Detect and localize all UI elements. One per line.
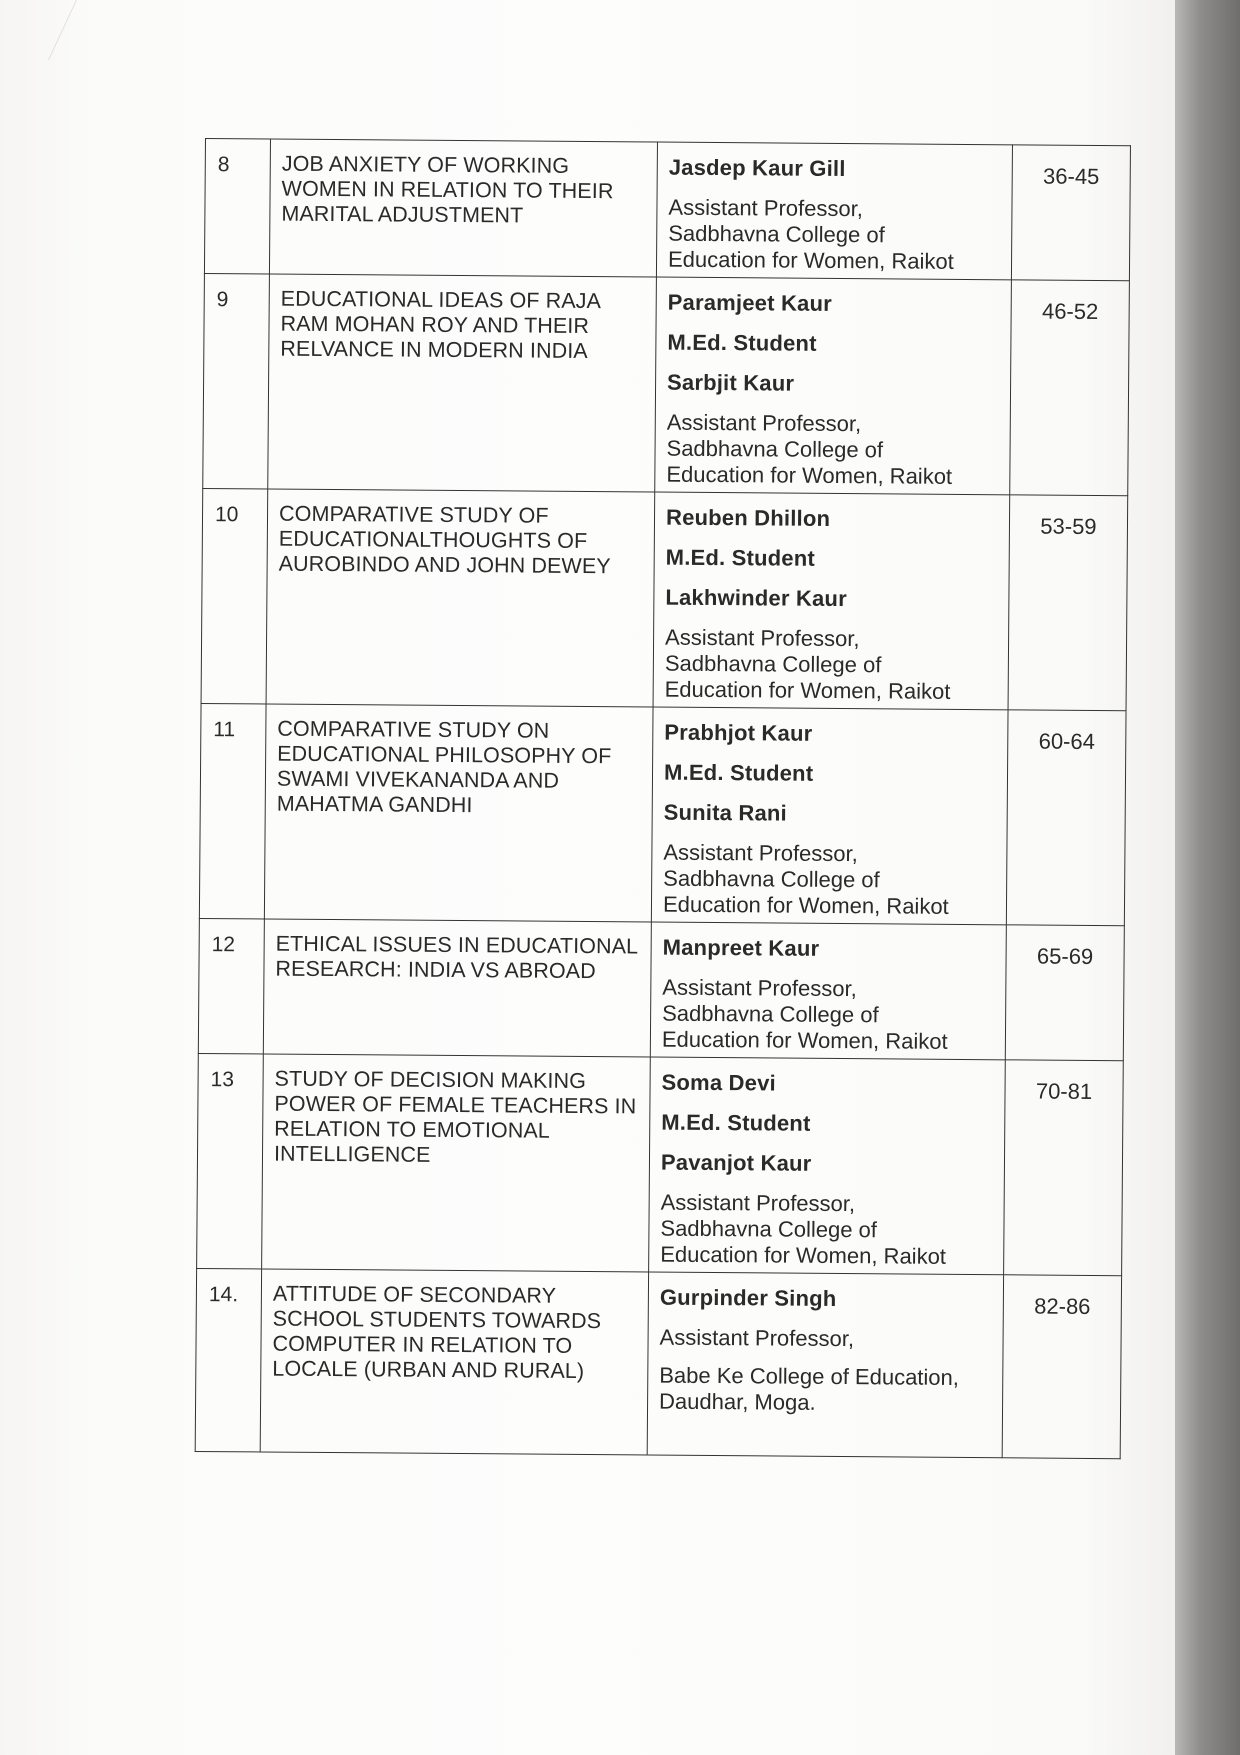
table-row (204, 139, 1130, 281)
page-range: 53-59 (1040, 513, 1097, 540)
author-cell (652, 708, 1008, 925)
author-affiliation: Assistant Professor, Sadbhavna College of Education for Women, Raikot (666, 409, 953, 489)
paper-title: ATTITUDE OF SECONDARY SCHOOL STUDENTS TOWARDS COMPUTER IN RELATION TO LOCALE (URBAN AND RURAL) (272, 1281, 602, 1384)
author-cell (651, 923, 1006, 1060)
page-range: 70-81 (1035, 1078, 1093, 1104)
contents-table (195, 138, 1131, 1459)
author-name: Sarbjit Kaur (666, 369, 795, 396)
paper-title: EDUCATIONAL IDEAS OF RAJA RAM MOHAN ROY AND THEIR RELVANCE IN MODERN INDIA (280, 286, 600, 364)
page-range: 46-52 (1041, 298, 1099, 325)
author-cell (649, 1058, 1005, 1275)
author-affiliation: Assistant Professor, Sadbhavna College of Education for Women, Raikot (660, 1189, 947, 1269)
serial-number: 12 (211, 933, 236, 957)
table-row (201, 488, 1128, 710)
serial-number: 14. (208, 1283, 239, 1307)
author-role: M.Ed. Student (665, 544, 816, 571)
author-role: M.Ed. Student (667, 329, 817, 356)
serial-number: 8 (217, 153, 230, 177)
paper-title: COMPARATIVE STUDY ON EDUCATIONAL PHILOSOPHY OF SWAMI VIVEKANANDA AND MAHATMA GANDHI (276, 716, 612, 818)
page-range: 60-64 (1038, 728, 1096, 755)
author-affiliation: Assistant Professor, Sadbhavna College of Education for Women, Raikot (662, 839, 949, 919)
author-cell (655, 278, 1011, 495)
paper-title: STUDY OF DECISION MAKING POWER OF FEMALE TEACHERS IN RELATION TO EMOTIONAL INTELLIGENCE (273, 1066, 637, 1167)
author-name: Gurpinder Singh (659, 1284, 837, 1311)
page-range: 65-69 (1036, 943, 1094, 970)
serial-number: 11 (213, 718, 236, 742)
author-name: Sunita Rani (663, 799, 788, 826)
author-name: Lakhwinder Kaur (665, 584, 847, 612)
author-affiliation: Assistant Professor, Babe Ke College of Education, Daudhar, Moga. (658, 1324, 960, 1415)
page-edge-shadow (1175, 0, 1240, 1755)
author-name: Pavanjot Kaur (660, 1149, 812, 1176)
author-affiliation: Assistant Professor, Sadbhavna College of Education for Women, Raikot (661, 974, 948, 1054)
table-row (203, 273, 1130, 495)
author-name: Prabhjot Kaur (664, 719, 813, 746)
paper-title: JOB ANXIETY OF WORKING WOMEN IN RELATION TO THEIR MARITAL ADJUSTMENT (281, 151, 614, 228)
table-row (197, 1053, 1124, 1275)
serial-number: 13 (210, 1068, 235, 1092)
author-role: M.Ed. Student (663, 759, 814, 786)
serial-number: 10 (214, 503, 239, 527)
paper-title: ETHICAL ISSUES IN EDUCATIONAL RESEARCH: INDIA VS ABROAD (275, 931, 638, 984)
author-name: Manpreet Kaur (662, 934, 820, 961)
table-row (198, 918, 1124, 1060)
page-range: 36-45 (1042, 163, 1100, 190)
author-name: Soma Devi (661, 1069, 776, 1096)
author-affiliation: Assistant Professor, Sadbhavna College of Education for Women, Raikot (664, 624, 951, 704)
author-name: Paramjeet Kaur (667, 289, 833, 316)
serial-number: 9 (216, 288, 229, 312)
table-row (199, 703, 1126, 925)
author-name: Jasdep Kaur Gill (668, 154, 846, 182)
author-role: M.Ed. Student (661, 1109, 811, 1136)
author-affiliation: Assistant Professor, Sadbhavna College of Education for Women, Raikot (667, 194, 954, 274)
page-range: 82-86 (1034, 1293, 1091, 1319)
author-cell (654, 493, 1010, 710)
table-row (195, 1268, 1121, 1458)
author-cell (657, 143, 1012, 280)
paper-title: COMPARATIVE STUDY OF EDUCATIONALTHOUGHTS OF AUROBINDO AND JOHN DEWEY (278, 501, 611, 579)
author-name: Reuben Dhillon (665, 504, 831, 531)
author-cell (648, 1273, 1003, 1422)
